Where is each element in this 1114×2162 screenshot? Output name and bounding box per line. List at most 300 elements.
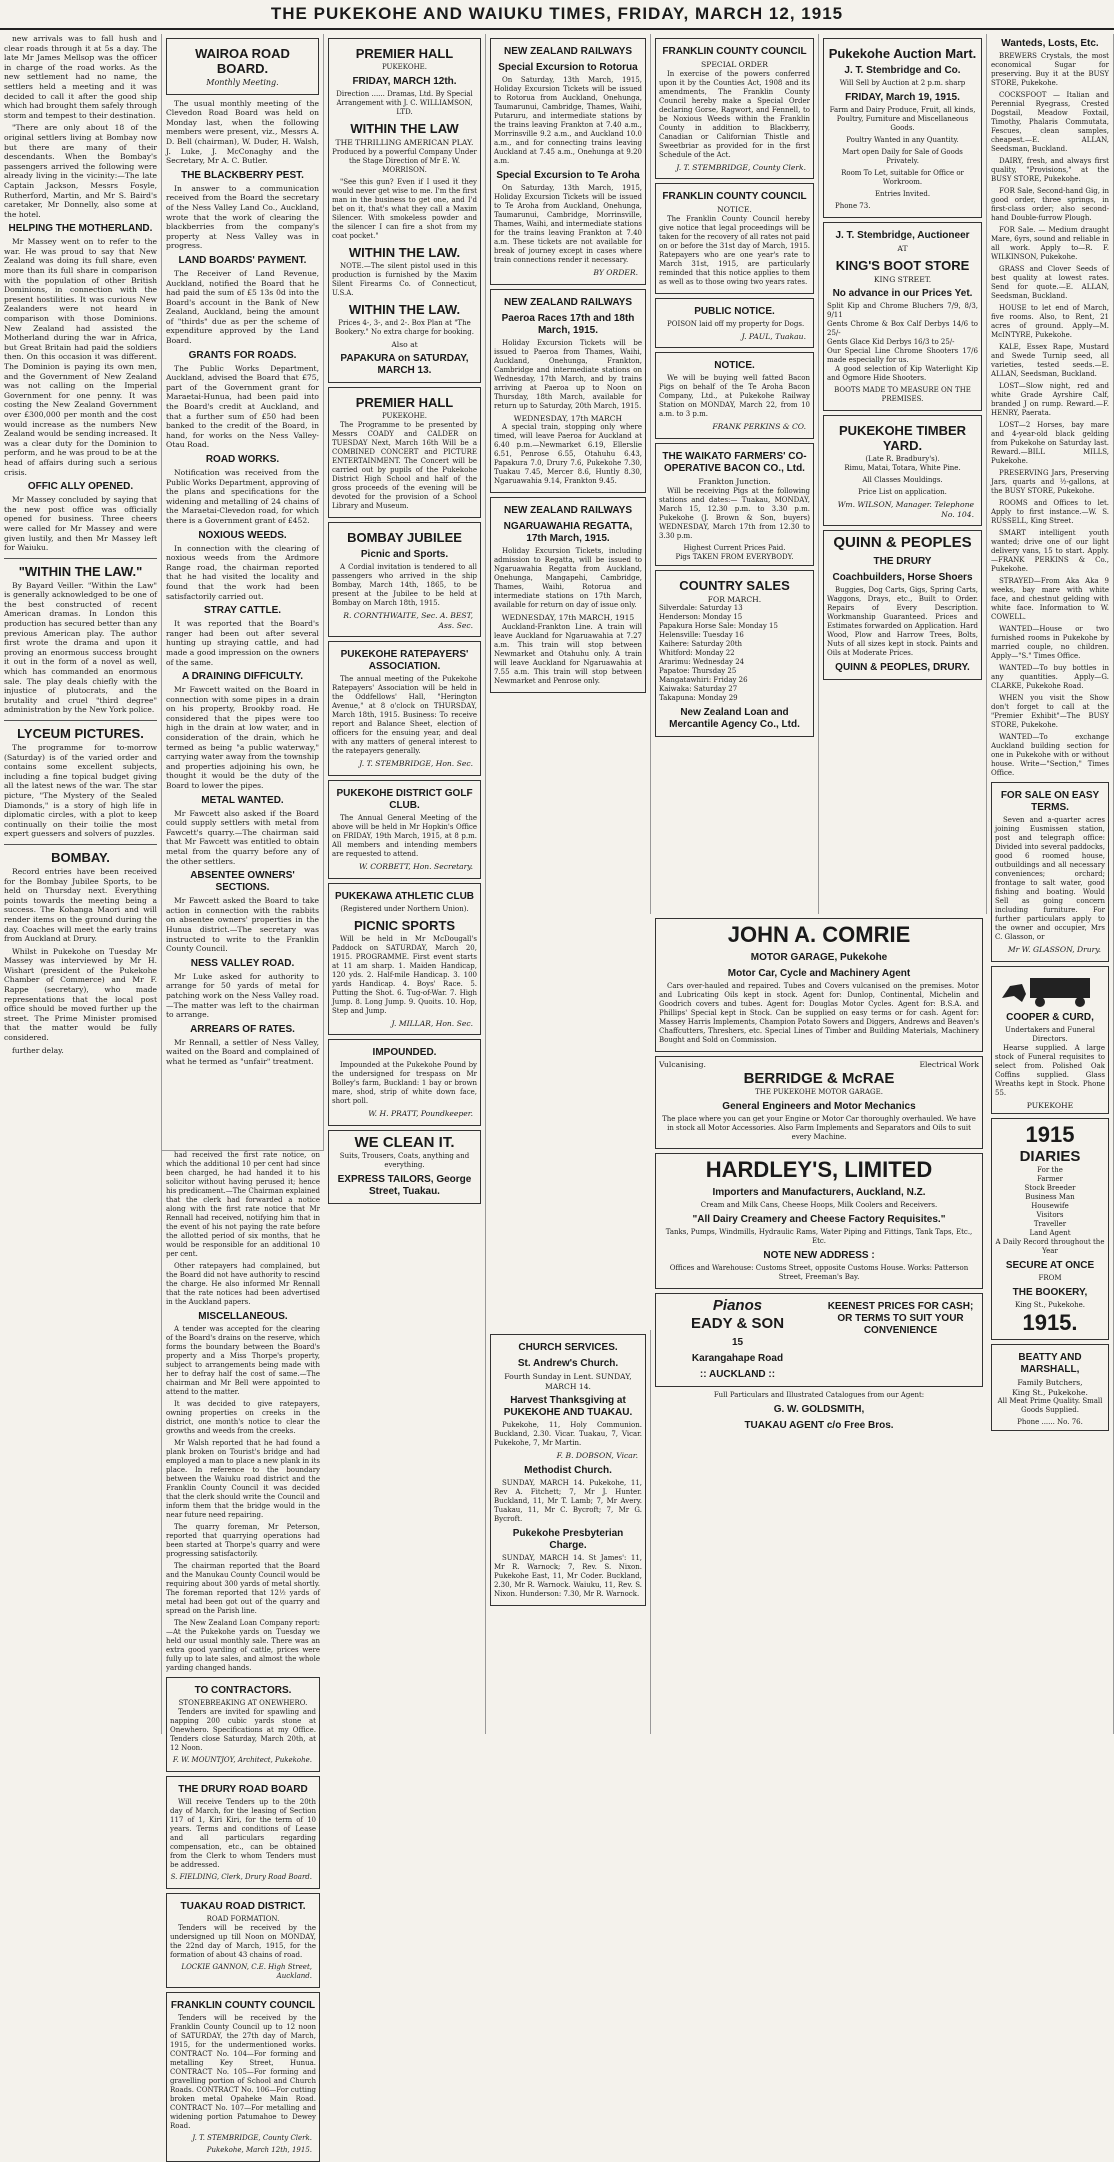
church-services-ad xyxy=(490,1334,646,1606)
ad-subtitle: THE PUKEKOHE MOTOR GARAGE. xyxy=(755,1087,883,1096)
ad-title: FRANKLIN COUNTY COUNCIL xyxy=(170,2000,316,2011)
ratepayers-ad xyxy=(328,641,481,776)
article-text: The usual monthly meeting of the Clevedon Road Board was held on Monday last, when the following members were present, viz., Messrs A. D. Bell (chairman), W. Duder, H. Walsh, J. Luke, J. McConaghy and the Secretary, Mr A. C. Butler. xyxy=(166,98,319,166)
list-item: Whitford: Monday 22 xyxy=(659,649,735,658)
ad-subtitle: Picnic and Sports. xyxy=(360,549,449,561)
section-heading: ABSENTEE OWNERS' SECTIONS. xyxy=(190,870,295,894)
list-item: For the xyxy=(1037,1166,1063,1175)
ad-text: Suits, Trousers, Coats, anything and everything. xyxy=(339,1151,470,1169)
ad-title: Pukekohe Auction Mart. xyxy=(828,46,977,61)
ad-left xyxy=(659,1297,816,1383)
ad-text: Price List on application. xyxy=(858,488,947,497)
ad-title: BERRIDGE & McRAE xyxy=(743,1069,895,1087)
church-services-column xyxy=(486,1330,651,1734)
article-text: Notification was received from the Public Works Department, approving of the plans and specifications for the widening and metalling of 24 chains of the Maraetai-Clevedon road, for which there is a Government grant of £452. xyxy=(166,468,319,525)
ad-year: 1915. xyxy=(1022,1310,1078,1336)
ad-subtitle: MOTOR GARAGE, Pukekohe xyxy=(750,952,888,963)
hardleys-ad xyxy=(655,1153,983,1289)
franklin-council-tender xyxy=(166,1992,320,2162)
ad-date: WEDNESDAY, 17th MARCH, 1915 xyxy=(501,613,635,623)
ad-title: BOMBAY JUBILEE xyxy=(347,530,462,546)
ad-title: TUAKAU ROAD DISTRICT. xyxy=(180,1901,306,1912)
ad-title: CHURCH SERVICES. xyxy=(518,1342,618,1353)
ad-text: Offices and Warehouse: Customs Street, opposite Customs House. Works: Patterson Street, Freeman's Bay. xyxy=(669,1263,969,1281)
ad-signature: J. T. STEMBRIDGE, County Clerk. xyxy=(192,2134,312,2142)
ad-text: Tenders are invited for spawling and napping 200 cubic yards stone at Onewhero. Specifications at my Office. Tenders close Saturday, March 20th, at 12 Noon. xyxy=(170,1708,316,1752)
ad-year: 1915 xyxy=(1025,1122,1075,1148)
ad-text: Direction ...... Dramas, Ltd. By Special Arrangement with J. C. WILLIAMSON, LTD. xyxy=(336,90,473,116)
ad-text: Will be held in Mr McDougall's Paddock on SATURDAY, March 20, 1915. PROGRAMME. First event starts at 11 am sharp. 1. Maiden Handicap, 120 yds. 2. Half-mile Handicap. 3. 100 yards Handicap. 4. Boys' Race. 5. Putting the Shot. 6. Tug-of-War. 7. High Jump. 8. Long Jump. 9. Quoits. 10. Hop, Step and Jump. xyxy=(332,934,477,1015)
section-heading: GRANTS FOR ROADS. xyxy=(188,349,297,361)
ad-text: King St., Pukekohe. xyxy=(1012,1387,1088,1397)
article-text: Other ratepayers had complained, but the Board did not have authority to rescind the charge. He also informed Mr Rennall that the rate notices had been advertised in the Auckland papers. xyxy=(166,1262,320,1306)
tailors-ad xyxy=(328,1130,481,1204)
article-text: Mr Luke asked for authority to arrange for 50 yards of metal for patching work on the Ness Valley road.—The matter was left to the chairman to arrange. xyxy=(166,971,319,1020)
article-subtitle: Monthly Meeting. xyxy=(206,78,279,87)
ad-text: Poultry Wanted in any Quantity. xyxy=(846,136,959,144)
ad-subtitle: Methodist Church. xyxy=(524,1464,612,1476)
tuakau-road-tender xyxy=(166,1893,320,1988)
ad-text: Tanks, Pumps, Windmills, Hydraulic Rams, Water Piping and Fittings, Tank Taps, Etc., Etc. xyxy=(665,1227,973,1245)
ad-subtitle: Harvest Thanksgiving at PUKEKOHE AND TUAKAU. xyxy=(503,1395,633,1419)
ad-signature: Mr W. GLASSON, Drury. xyxy=(1007,945,1101,954)
ad-text: SUNDAY, MARCH 14. St James': 11, Mr R. Warnock; 7, Rev. S. Nixon. Pukekohe East, 11, Mr Coder. Buckland, 2.30, Mr R. Warnock. Waiuku, 11, Rev. S. Nixon. Hunderson: 7.30, Mr R. Warnock. xyxy=(494,1553,642,1598)
classified-item: WANTED—To buy bottles in any quantities. Apply—G. CLARKE, Pukekohe Road. xyxy=(991,664,1109,690)
display-ads xyxy=(651,914,987,1734)
ad-subtitle: THE BOOKERY, xyxy=(1012,1287,1088,1299)
article-text: Whilst in Pukekohe on Tuesday Mr Massey was interviewed by Mr H. Wishart (president of the Pukekohe Chamber of Commerce) and Mr F. Rappe (secretary), who made representations that the local post office should be moved further up the street. The Prime Minister promised that the matter would be fully considered. xyxy=(4,946,157,1043)
classified-item: HOUSE to let end of March, five rooms. Also, to Rent, 21 acres of ground. Apply—M. McINTYRE, Pukekohe. xyxy=(991,304,1109,339)
article-text: Mr Walsh reported that he had found a plank broken on Tourist's bridge and had employed a man to place a new plank in its place. In reference to the boundary between the Waiuku road district and the Franklin County Council it was decided that the clerk should write the Council and inform them that the bridge would in the near future need repairing. xyxy=(166,1439,320,1519)
ad-subtitle: General Engineers and Motor Mechanics xyxy=(722,1100,916,1112)
ad-text: All Classes Mouldings. xyxy=(862,476,943,485)
ad-subtitle: PAPAKURA on SATURDAY, MARCH 13. xyxy=(340,353,469,377)
ad-date: Fourth Sunday in Lent. SUNDAY, MARCH 14. xyxy=(504,1372,632,1391)
ad-signature: QUINN & PEOPLES, DRURY. xyxy=(835,662,970,674)
public-notice xyxy=(655,298,814,349)
list-item: Papakura Horse Sale: Monday 15 xyxy=(659,622,778,631)
golf-club-ad xyxy=(328,780,481,879)
ad-title: PUKEKOHE DISTRICT GOLF CLUB. xyxy=(336,787,473,811)
divider xyxy=(4,720,157,721)
article-text: In answer to a communication received from the Board the secretary of the Ness Valley Land Co., Auckland, wrote that the work of clearing the blackberries from the company's property at Ness Valley was in progress. xyxy=(166,183,319,251)
column-6 xyxy=(819,34,987,914)
ad-title: WITHIN THE LAW xyxy=(350,121,459,136)
ad-text: KING STREET. xyxy=(873,274,932,284)
classified-item: GRASS and Clover Seeds of best quality at lowest rates. Send for quote.—E. ALLAN, Seedsman, Buckland. xyxy=(991,265,1109,300)
article-text: Mr Rennall, a settler of Ness Valley, waited on the Board and complained of what he termed as "unfair" treatment. xyxy=(166,1037,319,1066)
ad-text: FROM xyxy=(1038,1274,1062,1283)
classified-item: ROOMS and Offices to let. Apply to first instance.—W. S. RUSSELL, King Street. xyxy=(991,499,1109,525)
ad-subtitle: Special Excursion to Rotorua xyxy=(498,62,638,73)
diary-list xyxy=(995,1166,1105,1238)
article-title: BOMBAY. xyxy=(51,849,110,865)
ad-title: COOPER & CURD, xyxy=(1006,1011,1094,1023)
bombay-jubilee-ad xyxy=(328,522,481,637)
ad-signature: F. W. MOUNTJOY, Architect, Pukekohe. xyxy=(172,1756,312,1764)
athletic-club-ad xyxy=(328,883,481,1036)
classified-item: WANTED—House or two furnished rooms in Pukekohe by married couple, no children. Apply—"S." Times Office. xyxy=(991,625,1109,660)
classified-item: BREWERS Crystals, the most economical Sugar for preserving. Buy it at the BUSY STORE, Pukekohe. xyxy=(991,52,1109,87)
ad-text: A special train, stopping only where timed, will leave Paeroa for Auckland at 6.40 p.m.—Newmarket 6.19, Ellerslie 6.51, Penrose 6.55, Otahuhu 6.43, Papakura 7.0, Drury 7.6, Pukekohe 7.30, Tuakau 7.45, Mercer 8.6, Huntly 8.30, Ngaruawahia 9.14, Frankton 9.45. xyxy=(494,423,642,486)
ad-subtitle: No advance in our Prices Yet. xyxy=(832,288,973,300)
classified-item: COCKSFOOT — Italian and Perennial Ryegrass, Crested Dogstail, Meadow Foxtail, Timothy, Phalaris Commutata, Fescues, clean samples, cheapest.—E. ALLAN, Seedsman, Buckland. xyxy=(991,91,1109,153)
railways-ad-2 xyxy=(490,289,646,494)
article-title: WAIROA ROAD BOARD. xyxy=(195,46,290,76)
ad-text: A Cordial invitation is tendered to all passengers who arrived in the ship Bombay, March 14th, 1865, to be present at the Jubilee to be held at Bombay on March 18th, 1915. xyxy=(332,563,477,608)
ad-title: PUBLIC NOTICE. xyxy=(694,305,775,317)
section-heading: A DRAINING DIFFICULTY. xyxy=(181,671,304,683)
ad-text: The Annual General Meeting of the above will be held in Mr Hopkin's Office on FRIDAY, 19th March, 1915, at 8 p.m. All members and intending members are requested to attend. xyxy=(332,813,477,858)
ad-title: PREMIER HALL xyxy=(355,395,454,411)
ad-place: PUKEKOHE. xyxy=(381,63,428,71)
ad-text: POISON laid off my property for Dogs. xyxy=(667,319,805,328)
ad-subtitle: Karangahape Road xyxy=(691,1352,784,1364)
classified-item: LOST—Slow night, red and white Grade Ayrshire Calf, branded J on rump. Reward.—F. HENRY, Paerata. xyxy=(991,382,1109,417)
list-item: Takapuna: Monday 29 xyxy=(659,694,738,703)
classified-item: FOR Sale. — Medium draught Mare, 6yrs, sound and reliable in all work. Apply to—R. F. WILKINSON, Pukekohe. xyxy=(991,226,1109,261)
ad-text: Cars over-hauled and repaired. Tubes and Covers vulcanised on the premises. Motor and Lubricating Oils kept in stock. Agent for: Dunlop, Continental, Michelin and Goodrich covers and tubes. Agent for: Douglas Motor Cycles. Agent for: B.S.A. and Phillips' Special kept in Stock. Can be supplied on easy terms or for cash. Agent for: Massey Harris Implements, Champion Potato Sowers and Diggers, Andrews and Beaven's Chaffcutters, Threshers, etc. Special Lines of Timber and Building Materials, Machinery Bought and Sold on Commission. xyxy=(659,982,979,1044)
boot-store-ad xyxy=(823,222,982,411)
ad-number: 15 xyxy=(731,1336,744,1348)
ad-title: THE DRURY ROAD BOARD xyxy=(178,1784,308,1795)
ad-text: On Saturday, 13th March, 1915, Holiday Excursion Tickets will be issued to Te Aroha from Auckland, Onehunga, Taumarunui, Cambridge, Morrinsville, Thames, Waihi, and intermediate stations for the trains leaving Frankton at 7.40 a.m. These tickets are not available for break of journey except in cases where train connections render it necessary. xyxy=(494,184,642,264)
ad-text: A Daily Record throughout the Year xyxy=(995,1238,1105,1256)
ad-text: Seven and a-quarter acres joining Eusmissen station, post and telegraph office: Divided into several paddocks, good 6 roomed house, outbuildings and all necessary conveniences; orchard; frontage to salt water, good fishing and boating. Would Sell as going concern including furniture. For further particulars apply to the owner and occupier, Mrs C. Glasson, or xyxy=(995,816,1105,941)
premier-hall-ad-2 xyxy=(328,387,481,518)
article-text: new arrivals was to fall hush and clear roads through it at 5s a day. The late Mr James Mellsop was the officer in charge of the road works. As the new settlement had no name, the settlers held a meeting and it was decided to call it after the good ship which had brought them safely through storm and tempest to their destination. xyxy=(4,34,157,120)
coachbuilders-ad xyxy=(823,530,982,680)
list-item: Visitors xyxy=(1036,1211,1064,1220)
ad-subtitle: ROAD FORMATION. xyxy=(206,1915,280,1923)
ad-title: TO CONTRACTORS. xyxy=(194,1685,292,1696)
ad-signature: EXPRESS TAILORS, George Street, Tuakau. xyxy=(337,1173,472,1197)
ad-text: Rimu, Matai, Totara, White Pine. xyxy=(844,464,961,473)
column-4 xyxy=(486,34,651,914)
ad-text: On Saturday, 13th March, 1915, Holiday Excursion Tickets will be issued to Rotorua from Auckland, Onehunga, Taumarunui, Cambridge, Thames, Waihi, Putaruru, and intermediate stations by the trains leaving Frankton at 7.40 a.m., Morrinsville 9.2 a.m., and Auckland 10.0 a.m., and for connecting trains leaving Auckland at 7.45 a.m., Onehunga at 9.20 a.m. xyxy=(494,76,642,165)
ad-title: WE CLEAN IT. xyxy=(354,1133,455,1151)
ad-signature: Wm. WILSON, Manager. Telephone No. 104. xyxy=(837,500,974,519)
list-item: Stock Breeder xyxy=(1024,1184,1076,1193)
article-text: The chairman reported that the Board and the Manukau County Council would be requiring about 300 yards of metal shortly. The foreman reported that 12½ yards of metal had been got out of the quarry and spread on the Parish line. xyxy=(166,1562,320,1615)
ad-subtitle: Frankton Junction. xyxy=(698,476,771,486)
ad-subtitle: St. Andrew's Church. xyxy=(517,1358,619,1369)
ad-signature: J. T. STEMBRIDGE, County Clerk. xyxy=(676,162,806,172)
ad-signature: R. CORNTHWAITE, Sec. A. BEST, Ass. Sec. xyxy=(343,611,473,630)
ad-title: EADY & SON xyxy=(690,1314,785,1332)
list-item: Gents Glace Kid Derbys 16/3 to 25/- xyxy=(827,338,955,347)
ad-text: Prices 4-, 3-, and 2-. Box Plan at "The Bookery." No extra charge for booking. xyxy=(335,318,474,336)
ad-title: PUKEKOHE TIMBER YARD. xyxy=(838,423,967,454)
ad-subtitle: Coachbuilders, Horse Shoers xyxy=(832,572,973,584)
article-text: Mr Fawcett asked the Board to take action in connection with the rabbits on absentee owners' properties in the Hunua district.—The secretary was instructed to write to the Franklin County Council. xyxy=(166,896,319,954)
list-item: Gents Chrome & Box Calf Derbys 14/6 to 25/- xyxy=(827,320,978,338)
article-text: The Public Works Department, Auckland, advised the Board that £75, part of the Government grant for Maraetai-Hunua, had been paid into the Board's credit at Auckland, and that a further sum of £50 had been banked to the credit of the Board, in hand, for works on the Ness Valley-Otau Road. xyxy=(166,363,319,450)
ad-subtitle: THE DRURY xyxy=(873,556,932,568)
section-heading: LAND BOARDS' PAYMENT. xyxy=(178,254,307,266)
sales-list xyxy=(659,604,810,703)
ad-text: Full Particulars and Illustrated Catalogues from our Agent: xyxy=(713,1390,925,1399)
ad-signature: W. H. PRATT, Poundkeeper. xyxy=(368,1109,473,1119)
country-sales-ad xyxy=(655,570,814,738)
ad-text: AT xyxy=(897,244,908,253)
list-item: Helensville: Tuesday 16 xyxy=(659,631,744,640)
section-heading: STRAY CATTLE. xyxy=(203,605,282,617)
ad-text: Tenders will be received by the undersigned up till Noon on MONDAY, the 22nd day of March, 1915, for the formation of about 43 chains of road. xyxy=(170,1924,316,1959)
list-item: Kaiwaka: Saturday 27 xyxy=(659,685,738,694)
article-title: "WITHIN THE LAW." xyxy=(18,563,143,579)
ad-title: KING'S BOOT STORE xyxy=(835,257,970,273)
ad-text: The annual meeting of the Pukekohe Ratepayers' Association will be held in the Oddfellows' Hall, "Herington Avenue," at 8 o'clock on THURSDAY, March 18th, 1915. Business: To receive report and Balance Sheet, election of officers for the ensuing year, and deal with any matters of general interest to the ratepayers generally. xyxy=(332,675,477,756)
section-heading: MISCELLANEOUS. xyxy=(198,1311,288,1322)
ad-text: Cream and Milk Cans, Cheese Hoops, Milk Coolers and Receivers. xyxy=(700,1200,938,1209)
ad-subtitle: NOTE NEW ADDRESS : xyxy=(763,1249,875,1261)
list-item: Housewife xyxy=(1031,1202,1069,1211)
ad-title: THE WAIKATO FARMERS' CO-OPERATIVE BACON CO., Ltd. xyxy=(662,450,807,474)
ad-subtitle: SECURE AT ONCE xyxy=(1005,1260,1095,1272)
ad-subtitle: (Late R. Bradbury's). xyxy=(865,455,940,464)
list-item: Silverdale: Saturday 13 xyxy=(659,604,743,613)
list-item: Kaihere: Saturday 20th xyxy=(659,640,743,649)
section-heading: ARREARS OF RATES. xyxy=(190,1023,295,1035)
ad-title: HARDLEY'S, LIMITED xyxy=(705,1156,933,1182)
ad-right xyxy=(822,1297,979,1383)
undertakers-ad xyxy=(991,966,1109,1115)
list-item: Our Special Line Chrome Shooters 17/6 made especially for us. xyxy=(827,347,978,365)
ad-title: PUKEKOHE RATEPAYERS' ASSOCIATION. xyxy=(340,649,469,673)
ad-title: NEW ZEALAND RAILWAYS xyxy=(504,505,632,517)
ad-brand: Pianos xyxy=(712,1296,763,1314)
ad-signature: Pukekohe, March 12th, 1915. xyxy=(206,2146,312,2154)
ad-text: SUNDAY, MARCH 14. Pukekohe, 11, Rev A. Fitchett; 7, Mr J. Hunter. Buckland, 11, Mr T. Lamb; 7, Mr Avery. Tuakau, 11, Mr C. Bycroft; 7, Mr G. Bycroft. xyxy=(494,1478,642,1523)
article-title: LYCEUM PICTURES. xyxy=(17,726,144,741)
ad-signature: J. T. STEMBRIDGE, Hon. Sec. xyxy=(359,759,473,769)
ad-text: Holiday Excursion Tickets, including admission to Regatta, will be issued to Ngaruawahia Regatta from Auckland, Onehunga, Mangapehi, Cambridge, Thames, Waihi, Rotorua and intermediate stations on 17th March, available for return on day of issue only. xyxy=(494,547,642,610)
article-text: Mr Massey went on to refer to the war. He was proud to say that New Zealand was doing its full share, even more than its full share in comparison with the population of other British Dominions, in connection with the present hostilities. It was curious New Zealanders were not heard in comparison with those Dominions. New Zealand had assisted the Motherland during the war in Africa, but Great Britain had paid the soldiers then. On this occasion it was different. The Dominion is paying its own men, and the Government of New Zealand was not calling on the Imperial Government for one penny. It was costing the New Zealand Government over £300,000 per month and the cost would increase as the numbers New Zealand would be sending increased. It was a clear duty for the Dominion to perform, and he was proud to be at the head of affairs during such a serious crisis. xyxy=(4,237,157,477)
section-heading: NOXIOUS WEEDS. xyxy=(198,529,287,541)
list-item: Ararimu: Wednesday 24 xyxy=(659,658,745,667)
article-text: A tender was accepted for the clearing of the Board's drains on the reserve, which forms the boundary between the Board's property and a Miss Thorpe's property, subject to arrangements being made with her to defray half the cost of same.—The chairman and Mr Bell were appointed to attend to the matter. xyxy=(166,1325,320,1396)
article-text: "There are only about 18 of the original settlers living at Bombay now but there are many of their descendants. When the Bombay's passengers arrived the following were already living in the vicinity:—The late Captain Jackson, Messrs Fosyle, Rutherford, Martin, and Mr S. Baird's caretaker, Mr Donnelly, also some at the hotel. xyxy=(4,123,157,219)
column-3 xyxy=(324,34,486,1734)
berridge-mcrae-ad xyxy=(655,1056,983,1149)
ad-text: King St., Pukekohe. xyxy=(1015,1301,1085,1310)
ad-subtitle: NGARUAWAHIA REGATTA, 17th March, 1915. xyxy=(503,521,633,545)
ad-text: Impounded at the Pukekohe Pound by the undersigned for trespass on Mr Bolley's farm, Buckland: 1 bay or brown mare, shod, strip of white down face, short poll. xyxy=(332,1061,477,1106)
ad-subtitle: :: AUCKLAND :: xyxy=(699,1368,776,1380)
list-item: Farmer xyxy=(1036,1175,1064,1184)
report-box xyxy=(166,38,319,95)
divider xyxy=(4,844,157,845)
article-text: It was reported that the Board's ranger had been out after several hunting up straying cattle, and had made a good impression on the owners of the same. xyxy=(166,619,319,667)
article-text: Mr Fawcett waited on the Board in connection with some pipes in a drain on his property, Brookby road. He considered that the pipes were too high in the drain at low water, and in consideration of the drain, which he termed as being "a public waterway," carrying water away from the township and properties adjoining his own, he thought it would be the duty of the Board to lower the pipes. xyxy=(166,685,319,791)
ad-subtitle: J. T. Stembridge, Auctioneer xyxy=(835,230,970,241)
list-item: Traveller xyxy=(1033,1220,1067,1229)
ad-place: PUKEKOHE. xyxy=(381,412,428,421)
ad-date: FRIDAY, MARCH 12th. xyxy=(352,76,457,87)
ad-text: Vulcanising. xyxy=(659,1060,706,1069)
classified-item: WANTED—To exchange Auckland building section for one in Pukekohe with or without house. Write—"Section," Times Office. xyxy=(991,733,1109,777)
ad-text: The Franklin County Council hereby give notice that legal proceedings will be taken for the recovery of all rates not paid on or before the 31st day of March, 1915. Ratepayers who are one year's rate to March 31st, 1915, are particularly reminded that this notice applies to them as well as to those owing two years rates. xyxy=(659,214,810,286)
ad-signature: New Zealand Loan and Mercantile Agency Co., Ltd. xyxy=(669,707,800,731)
column-1 xyxy=(0,34,162,1734)
ad-header-row xyxy=(659,1060,979,1070)
ad-signature: F. B. DOBSON, Vicar. xyxy=(556,1451,638,1461)
ad-text: The Programme to be presented by Messrs COADY and CALDER on TUESDAY Next, March 16th Will be a COMBINED CONCERT and PICTURE ENTERTAINMENT. The Concert will be carried out by pupils of the Pukekohe District High School and half of the gross proceeds of the evening will be devoted for the provision of a School Library and Museum. xyxy=(332,421,477,511)
ad-title: COUNTRY SALES xyxy=(679,577,790,593)
ad-text: Pigs TAKEN FROM EVERYBODY. xyxy=(675,552,794,561)
masthead: THE PUKEKOHE AND WAIUKU TIMES, FRIDAY, MARCH 12, 1915 xyxy=(0,0,1114,30)
article-text: Mr Fawcett also asked if the Board could supply settlers with metal from Fawcett's quarry.—The chairman said that Mr Fawcett was entitled to obtain metal from the quarry before any of the other settlers. xyxy=(166,808,319,866)
ad-title: IMPOUNDED. xyxy=(372,1047,437,1059)
ad-subtitle: Undertakers and Funeral Directors. xyxy=(1004,1025,1096,1043)
section-heading: HELPING THE MOTHERLAND. xyxy=(8,223,153,235)
ad-title: FRANKLIN COUNTY COUNCIL xyxy=(662,46,807,57)
ad-text: We will be buying well fatted Bacon Pigs on behalf of the Te Aroha Bacon Company, Ltd., at Pukekohe Railway Station on MONDAY, March 22, from 10 a.m. to 3 p.m. xyxy=(659,374,810,419)
article-text: In connection with the clearing of noxious weeds from the Ardmore Range road, the chairman reported that he had visited the locality and found that the work had been satisfactorily carried out. xyxy=(166,543,319,601)
ad-text: "See this gun? Even if I used it they would never get wise to me. I'm the first man in the business to get one, and I'd bet on it, that's what they call a Maxim Silencer. With smokeless powder and the silencer I can fire a shot from my coat pocket." xyxy=(332,177,477,240)
ad-subtitle: SPECIAL ORDER xyxy=(701,60,768,69)
county-council-notice xyxy=(655,183,814,294)
ad-subtitle: Special Excursion to Te Aroha xyxy=(496,170,640,181)
ad-date: FRIDAY, March 19, 1915. xyxy=(845,92,960,103)
ad-text: Auckland-Frankton Line. A train will leave Auckland for Ngaruawahia at 7.27 a.m. This train will stop between Newmarket and Otahuhu only. A train will leave Auckland for Ngaruawahia at 7.55 a.m. This train will stop between Newmarket and Penrose only. xyxy=(494,622,642,685)
ad-text: Phone ...... No. 76. xyxy=(1017,1418,1083,1427)
list-item: Mangatawhiri: Friday 26 xyxy=(659,676,748,685)
ad-text: Pukekohe, 11, Holy Communion. Buckland, 2.30. Vicar. Tuakau, 7, Vicar. Pukekohe, 7, Mr Martin. xyxy=(494,1421,642,1448)
county-council-order xyxy=(655,38,814,179)
list-item: Land Agent xyxy=(1029,1229,1071,1238)
ad-subtitle: Paeroa Races 17th and 18th March, 1915. xyxy=(501,312,635,336)
ad-text: Hearse supplied. A large stock of Funeral requisites to select from. Polished Oak Coffins supplied. Glass Wreaths kept in Stock. Phone 55. xyxy=(995,1043,1105,1097)
ad-text: Will be receiving Pigs at the following stations and dates:— Tuakau, MONDAY, March 15, 12.30 p.m. to 3.30 p.m. Pukekohe (J. Brown & Son, buyers) WEDNESDAY, March 17th from 12.30 to 3.30 p.m. xyxy=(659,486,810,540)
ad-text: Electrical Work xyxy=(919,1060,979,1069)
ad-text: All Meat Prime Quality. Small Goods Supplied. xyxy=(997,1397,1103,1415)
ad-title: BEATTY AND MARSHALL, xyxy=(1018,1352,1082,1376)
list-item: Business Man xyxy=(1025,1193,1075,1202)
impounded-notice xyxy=(328,1039,481,1126)
section-heading: THE BLACKBERRY PEST. xyxy=(181,169,304,181)
ad-signature: BY ORDER. xyxy=(593,268,638,277)
ad-signature: J. MILLAR, Hon. Sec. xyxy=(391,1018,473,1028)
classified-item: LOST—2 Horses, bay mare and 4-year-old black gelding from Pukekohe on Saturday last. Reward.—BILL MILLS, Pukekohe. xyxy=(991,421,1109,465)
butchers-ad xyxy=(991,1344,1109,1431)
ad-signature: LOCKIE GANNON, C.E. High Street, Auckland. xyxy=(181,1963,312,1980)
ad-date: WEDNESDAY, 17th MARCH xyxy=(513,413,623,423)
timber-yard-ad xyxy=(823,415,982,526)
diaries-ad xyxy=(991,1118,1109,1340)
ad-title: DIARIES xyxy=(1019,1148,1081,1166)
ad-title: NOTICE. xyxy=(714,360,755,372)
article-text: further delay. xyxy=(12,1045,64,1055)
contractors-tender xyxy=(166,1677,320,1772)
ad-text: Will Sell by Auction at 2 p.m. sharp xyxy=(839,79,966,87)
ad-signature: S. FIELDING, Clerk, Drury Road Board. xyxy=(170,1873,312,1881)
ad-signature: TUAKAU AGENT c/o Free Bros. xyxy=(744,1419,894,1431)
classified-item: PRESERVING Jars, Preserving Jars, quarts and ½-gallons, at the BUSY STORE, Pukekohe. xyxy=(991,469,1109,495)
ad-signature: W. CORBETT, Hon. Secretary. xyxy=(358,861,473,871)
article-text: By Bayard Veiller. "Within the Law" is generally acknowledged to be one of the best constructed of recent American dramas. In London this production has secured better than any previous American play. The author first wrote the drama and upon it proving an enormous success brought it out in the form of a novel as well, which has commanded an enormous sale. The play deals chiefly with the injustice of plutocrats, and the brutality and cruel "third degree" administration by the New York police. xyxy=(4,580,157,715)
ad-title: FOR SALE ON EASY TERMS. xyxy=(1000,790,1100,813)
list-item: Papatoe: Thursday 25 xyxy=(659,667,737,676)
section-heading: ROAD WORKS. xyxy=(205,454,280,465)
article-text: The New Zealand Loan Company report:—At the Pukekohe yards on Tuesday we held our usual monthly sale. There was an extra good yarding of cattle, prices were fully up to late sales, and almost the whole yarding changed hands. xyxy=(166,1619,320,1672)
classified-item: WHEN you visit the Show don't forget to call at the "Premier Exhibit"—The BUSY STORE, Pukekohe. xyxy=(991,694,1109,729)
ad-text: Room To Let, suitable for Office or Workroom. xyxy=(841,169,964,186)
section-heading: NESS VALLEY ROAD. xyxy=(190,957,295,969)
ad-text: Produced by a powerful Company Under the Stage Direction of Mr E. W. MORRISON. xyxy=(332,147,477,174)
classified-item: KALE, Essex Rape, Mustard and Swede Turnip seed, all varieties, tested seeds.—E. ALLAN, Seedsman, Buckland. xyxy=(991,343,1109,378)
ad-text: Tenders will be received by the Franklin County Council up to 12 noon of SATURDAY, the 27th day of March, 1915, for the undermentioned works. CONTRACT No. 104—For forming and metalling Key Street, Hunua. CONTRACT No. 105—For forming and gravelling portion of School and Church Roads. CONTRACT No. 106—For cutting broken metal Opaheke Main Road. CONTRACT No. 107—For metalling and widening portion Patumahoe to Dewey Road. xyxy=(170,2014,316,2130)
ad-title: WITHIN THE LAW. xyxy=(348,244,461,260)
ad-subtitle: Family Butchers, xyxy=(1017,1378,1083,1388)
ad-text: The place where you can get your Engine or Motor Car thoroughly overhauled. We have in stock all Motor Accessories. Also Farm Implements and Separators and Oils to suit every Machine. xyxy=(662,1114,976,1141)
ad-text: Farm and Dairy Produce, Fruit, all kinds, Poultry, Furniture and Miscellaneous Goods. xyxy=(829,106,976,132)
ad-place: PUKEKOHE xyxy=(1026,1100,1074,1110)
ad-subtitle: J. T. Stembridge and Co. xyxy=(844,65,961,76)
ad-title: JOHN A. COMRIE xyxy=(727,922,911,947)
column-2-continued xyxy=(162,1150,324,2154)
ad-text: In exercise of the powers conferred upon it by the Counties Act, 1908 and its amendments, The Franklin County Council hereby make a Special Order declaring Gorse, Ragwort, and Fennell, to be Noxious Weeds within the Franklin County in addition to Blackberry, Canadian or Californian Thistle and Sweetbriar as provided for in the first Schedule of the Act. xyxy=(659,69,810,159)
ad-title: PICNIC SPORTS xyxy=(353,917,456,933)
drury-road-board-tender xyxy=(166,1776,320,1889)
article-text: Record entries have been received for the Bombay Jubilee Sports, to be held on Thursday next. Everything points towards the meeting being a success. The Kohanga Maori and will render items on the ground during the day. Coaches will meet the early trains from Auckland at Drury. xyxy=(4,866,157,944)
divider xyxy=(4,558,157,559)
eady-pianos-ad xyxy=(655,1293,983,1387)
ad-subtitle: Pukekohe Presbyterian Charge. xyxy=(512,1527,624,1551)
for-sale-ad xyxy=(991,782,1109,962)
comrie-garage-ad xyxy=(655,918,983,1052)
bacon-company-ad xyxy=(655,443,814,566)
ad-subtitle: (Registered under Northern Union). xyxy=(340,904,469,913)
ad-subtitle: FOR MARCH. xyxy=(707,594,762,604)
section-heading: METAL WANTED. xyxy=(201,794,284,806)
ad-title: FRANKLIN COUNTY COUNCIL xyxy=(662,191,807,203)
ad-text: Holiday Excursion Tickets will be issued to Paeroa from Thames, Waihi, Auckland, Onehunga, Frankton, Cambridge and intermediate stations on Wednesday, 17th March, and by trains arriving at Paeroa up to Noon on Thursday, 18th March, available for return up to Saturday, 20th March, 1915. xyxy=(494,338,642,410)
ad-title: NEW ZEALAND RAILWAYS xyxy=(504,296,632,308)
article-text: The programme for to-morrow (Saturday) is of the varied order and contains some excellent subjects, including a fine topical budget giving all the latest news of the war. The star picture, "The Mystery of the Sealed Diamonds," is a story of high life in diplomatic circles, with a plot to keep continually on their toilie the most expert guessers and solvers of puzzles. xyxy=(4,743,157,839)
ad-text: Buggies, Dog Carts, Gigs, Spring Carts, Waggons, Drays, etc., Built to Order. Repairs of Every Description. Workmanship Guaranteed. Prices and Estimates forwarded on Application. Hard Wood, Plow and Harrow Trees, Bolts, Nuts of all sizes kept in stock. Paints and Oils at Moderate Prices. xyxy=(827,586,978,658)
premier-hall-ad xyxy=(328,38,481,383)
section-heading: Wanteds, Losts, Etc. xyxy=(1001,38,1099,49)
ad-title: NEW ZEALAND RAILWAYS xyxy=(504,46,632,57)
ad-text: Highest Current Prices Paid. xyxy=(683,543,786,552)
ad-subtitle: NOTICE. xyxy=(717,205,752,215)
list-item: Split Kip and Chrome Bluchers 7/9, 8/3, 9/11 xyxy=(827,302,978,320)
ad-text: NOTE.—The silent pistol used in this production is furnished by the Maxim Silent Firearms Co. of Connecticut, U.S.A. xyxy=(332,261,477,297)
ad-title: WITHIN THE LAW. xyxy=(348,301,461,317)
ad-signature: FRANK PERKINS & CO. xyxy=(712,422,806,432)
auction-mart-ad xyxy=(823,38,982,218)
ad-tagline: THE THRILLING AMERICAN PLAY. xyxy=(335,138,474,147)
ad-text: BOOTS MADE TO MEASURE ON THE PREMISES. xyxy=(834,386,971,404)
article-text: The Receiver of Land Revenue, Auckland, notified the Board that he had paid the sum of £5 13s 0d into the Board's account in the Bank of New Zealand, Auckland, being the amount of "thirds" due as per the scheme of expenditure approved by the Land Board. xyxy=(166,268,319,346)
ad-text: Phone 73. xyxy=(835,202,871,210)
pigs-notice xyxy=(655,352,814,439)
ad-subtitle: STONEBREAKING AT ONEWHERO. xyxy=(178,1699,308,1707)
classified-item: FOR Sale, Second-hand Gig, in good order, three springs, in first-class order; also second-hand Double-furrow Plough. xyxy=(991,187,1109,222)
classified-item: SMART intelligent youth wanted; drive one of our light delivery vans, 15 to start. Apply.—FRANK PERKINS & Co., Pukekohe. xyxy=(991,529,1109,573)
classified-item: DAIRY, fresh, and always first quality, "Provisions," at the BUSY STORE, Pukekohe. xyxy=(991,157,1109,183)
ad-subtitle: Motor Car, Cycle and Machinery Agent xyxy=(727,968,911,979)
ad-signature: J. PAUL, Tuakau. xyxy=(741,331,806,341)
hearse-icon xyxy=(1000,974,1100,1008)
column-7 xyxy=(987,34,1114,1734)
railways-ad xyxy=(490,38,646,285)
ad-text: Will receive Tenders up to the 20th day of March, for the leasing of Section 117 of 1, Kiri Kiri, for the term of 10 years. Terms and conditions of Lease and all particulars regarding compensation, etc., can be obtained from the Clerk to whom Tenders must be addressed. xyxy=(170,1798,316,1869)
ad-text: Mart open Daily for Sale of Goods Privately. xyxy=(842,148,963,165)
ad-terms: KEENEST PRICES FOR CASH; OR TERMS TO SUIT YOUR CONVENIENCE xyxy=(827,1300,974,1336)
